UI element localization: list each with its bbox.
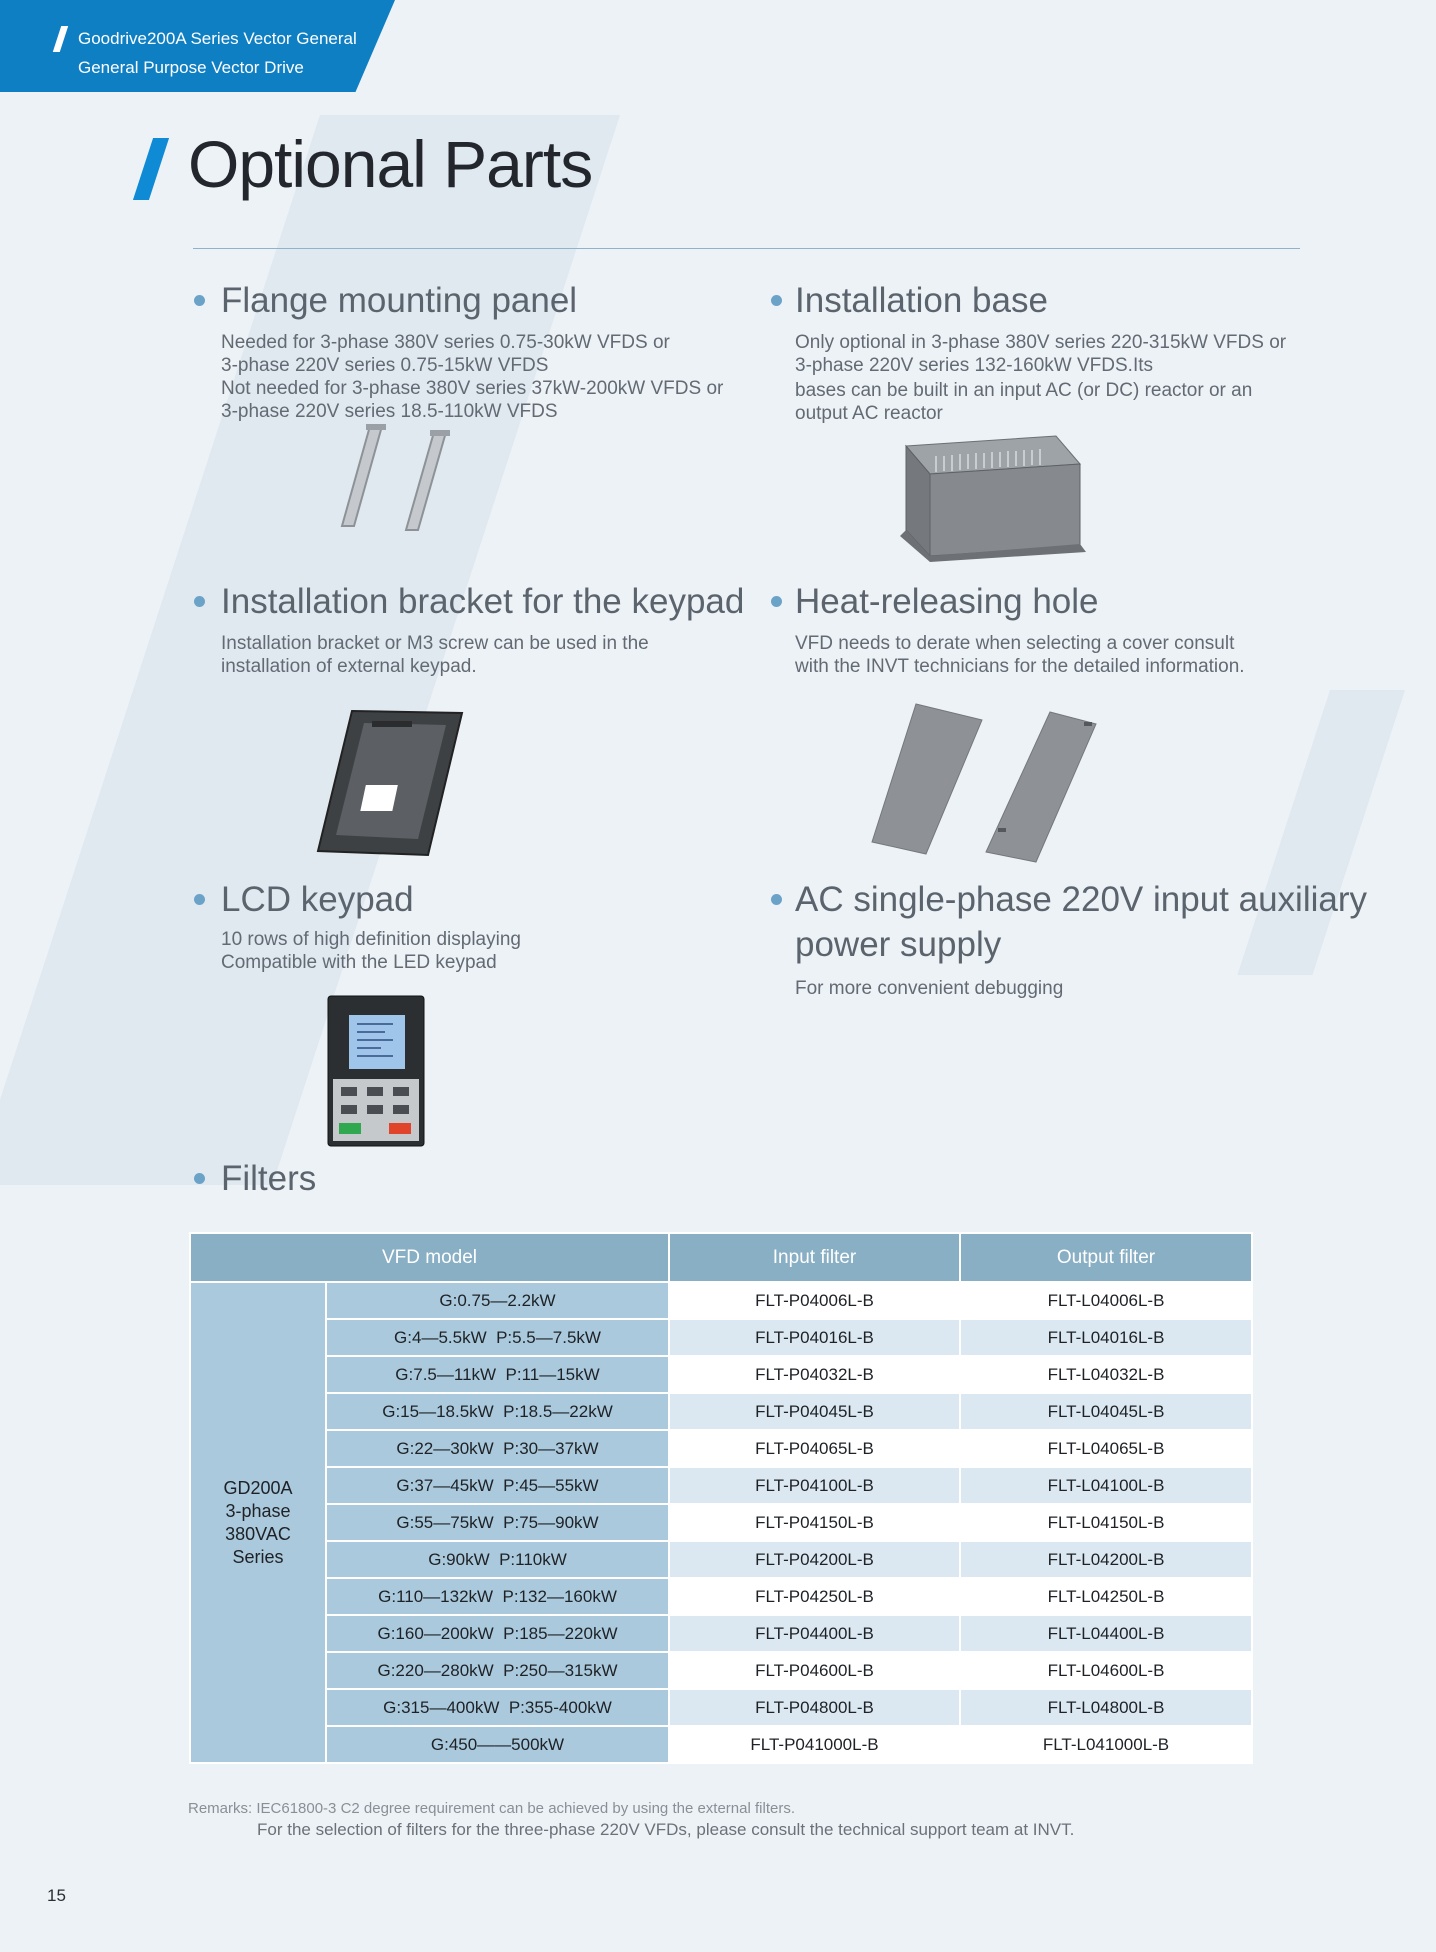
body-line: Needed for 3-phase 380V series 0.75-30kW VFDS or xyxy=(221,332,670,353)
body-line: output AC reactor xyxy=(795,403,943,424)
model-cell: G:315—400kW P:355-400kW xyxy=(326,1689,669,1726)
series-group-line: 380VAC xyxy=(225,1523,291,1544)
model-cell: G:4—5.5kW P:5.5—7.5kW xyxy=(326,1319,669,1356)
header-input-filter: Input filter xyxy=(669,1233,960,1282)
page-number: 15 xyxy=(47,1886,66,1905)
table-row xyxy=(190,1726,1252,1763)
model-cell: G:450——500kW xyxy=(326,1726,669,1763)
body-line: VFD needs to derate when selecting a cover consult xyxy=(795,633,1235,654)
section-body-flange xyxy=(221,331,723,423)
flange-panel-image xyxy=(330,422,460,534)
body-line: 3-phase 220V series 0.75-15kW VFDS xyxy=(221,355,549,376)
body-line: For more convenient debugging xyxy=(795,978,1064,999)
body-line: 10 rows of high definition displaying xyxy=(221,929,521,950)
body-line: Installation bracket or M3 screw can be used in the xyxy=(221,633,649,654)
bullet-icon xyxy=(771,894,782,905)
lcd-keypad-image xyxy=(327,995,425,1147)
header-series-title: Goodrive200A Series Vector General xyxy=(78,29,357,48)
series-group-line: Series xyxy=(232,1546,284,1567)
model-cell: G:15—18.5kW P:18.5—22kW xyxy=(326,1393,669,1430)
input-cell: FLT-P04100L-B xyxy=(669,1467,960,1504)
table-row xyxy=(190,1689,1252,1726)
table-row xyxy=(190,1282,1252,1319)
header-output-filter: Output filter xyxy=(960,1233,1252,1282)
body-line: bases can be built in an input AC (or DC) reactor or an xyxy=(795,380,1253,401)
bullet-icon xyxy=(194,596,205,607)
section-title-bracket: Installation bracket for the keypad xyxy=(221,582,745,621)
bullet-icon xyxy=(194,295,205,306)
output-cell: FLT-L04065L-B xyxy=(960,1430,1252,1467)
output-cell: FLT-L04032L-B xyxy=(960,1356,1252,1393)
table-row xyxy=(190,1430,1252,1467)
model-cell: G:110—132kW P:132—160kW xyxy=(326,1578,669,1615)
input-cell: FLT-P04045L-B xyxy=(669,1393,960,1430)
table-row xyxy=(190,1504,1252,1541)
section-title-ac xyxy=(795,877,1367,967)
bullet-icon xyxy=(771,596,782,607)
section-title-heat: Heat-releasing hole xyxy=(795,582,1099,621)
remarks-line: Remarks: IEC61800-3 C2 degree requirement can be achieved by using the external filters. xyxy=(188,1800,795,1817)
section-title-flange: Flange mounting panel xyxy=(221,281,578,320)
input-cell: FLT-P04150L-B xyxy=(669,1504,960,1541)
output-cell: FLT-L041000L-B xyxy=(960,1726,1252,1763)
input-cell: FLT-P04200L-B xyxy=(669,1541,960,1578)
page-title: Optional Parts xyxy=(188,127,593,201)
model-cell: G:7.5—11kW P:11—15kW xyxy=(326,1356,669,1393)
table-row xyxy=(190,1356,1252,1393)
body-line: Not needed for 3-phase 380V series 37kW-200kW VFDS or xyxy=(221,378,724,399)
input-cell: FLT-P04016L-B xyxy=(669,1319,960,1356)
output-cell: FLT-L04016L-B xyxy=(960,1319,1252,1356)
input-cell: FLT-P04250L-B xyxy=(669,1578,960,1615)
heat-hole-cover-image xyxy=(870,700,1100,865)
body-line: 3-phase 220V series 18.5-110kW VFDS xyxy=(221,401,558,422)
keypad-bracket-image xyxy=(312,709,468,859)
title-line: power supply xyxy=(795,925,1002,964)
output-cell: FLT-L04045L-B xyxy=(960,1393,1252,1430)
input-cell: FLT-P04065L-B xyxy=(669,1430,960,1467)
output-cell: FLT-L04100L-B xyxy=(960,1467,1252,1504)
header-vfd-model: VFD model xyxy=(190,1233,669,1282)
table-row xyxy=(190,1652,1252,1689)
output-cell: FLT-L04150L-B xyxy=(960,1504,1252,1541)
filter-table xyxy=(189,1232,1251,1764)
input-cell: FLT-P04600L-B xyxy=(669,1652,960,1689)
output-cell: FLT-L04200L-B xyxy=(960,1541,1252,1578)
table-row xyxy=(190,1541,1252,1578)
section-body-bracket xyxy=(221,632,649,678)
remarks-line: For the selection of filters for the three-phase 220V VFDs, please consult the technical support team at INVT. xyxy=(257,1820,1075,1839)
output-cell: FLT-L04250L-B xyxy=(960,1578,1252,1615)
input-cell: FLT-P04032L-B xyxy=(669,1356,960,1393)
body-line: with the INVT technicians for the detailed information. xyxy=(795,656,1245,677)
section-title-base: Installation base xyxy=(795,281,1048,320)
section-title-lcd: LCD keypad xyxy=(221,880,414,919)
input-cell: FLT-P04400L-B xyxy=(669,1615,960,1652)
bullet-icon xyxy=(194,894,205,905)
section-body-base xyxy=(795,331,1286,425)
table-row xyxy=(190,1615,1252,1652)
table-row xyxy=(190,1467,1252,1504)
divider xyxy=(193,248,1300,249)
model-cell: G:160—200kW P:185—220kW xyxy=(326,1615,669,1652)
model-cell: G:55—75kW P:75—90kW xyxy=(326,1504,669,1541)
section-body-lcd xyxy=(221,928,521,974)
output-cell: FLT-L04400L-B xyxy=(960,1615,1252,1652)
body-line: Only optional in 3-phase 380V series 220-315kW VFDS or xyxy=(795,332,1287,353)
body-line: 3-phase 220V series 132-160kW VFDS.Its xyxy=(795,355,1154,376)
series-group-cell xyxy=(190,1282,326,1763)
output-cell: FLT-L04006L-B xyxy=(960,1282,1252,1319)
table-row xyxy=(190,1393,1252,1430)
section-title-filters: Filters xyxy=(221,1159,317,1198)
series-group-line: GD200A xyxy=(223,1477,293,1498)
model-cell: G:220—280kW P:250—315kW xyxy=(326,1652,669,1689)
bullet-icon xyxy=(771,295,782,306)
table-row xyxy=(190,1578,1252,1615)
title-slash-icon xyxy=(133,138,169,200)
table-row xyxy=(190,1319,1252,1356)
section-body-heat xyxy=(795,632,1245,678)
input-cell: FLT-P041000L-B xyxy=(669,1726,960,1763)
model-cell: G:22—30kW P:30—37kW xyxy=(326,1430,669,1467)
output-cell: FLT-L04800L-B xyxy=(960,1689,1252,1726)
header-subtitle: General Purpose Vector Drive xyxy=(78,58,304,77)
output-cell: FLT-L04600L-B xyxy=(960,1652,1252,1689)
section-body-ac xyxy=(795,977,1063,1000)
body-line: installation of external keypad. xyxy=(221,656,477,677)
bullet-icon xyxy=(194,1173,205,1184)
installation-base-image xyxy=(896,416,1088,570)
body-line: Compatible with the LED keypad xyxy=(221,952,497,973)
model-cell: G:0.75—2.2kW xyxy=(326,1282,669,1319)
series-group-line: 3-phase xyxy=(225,1500,291,1521)
input-cell: FLT-P04006L-B xyxy=(669,1282,960,1319)
title-line: AC single-phase 220V input auxiliary xyxy=(795,880,1367,919)
input-cell: FLT-P04800L-B xyxy=(669,1689,960,1726)
model-cell: G:37—45kW P:45—55kW xyxy=(326,1467,669,1504)
model-cell: G:90kW P:110kW xyxy=(326,1541,669,1578)
